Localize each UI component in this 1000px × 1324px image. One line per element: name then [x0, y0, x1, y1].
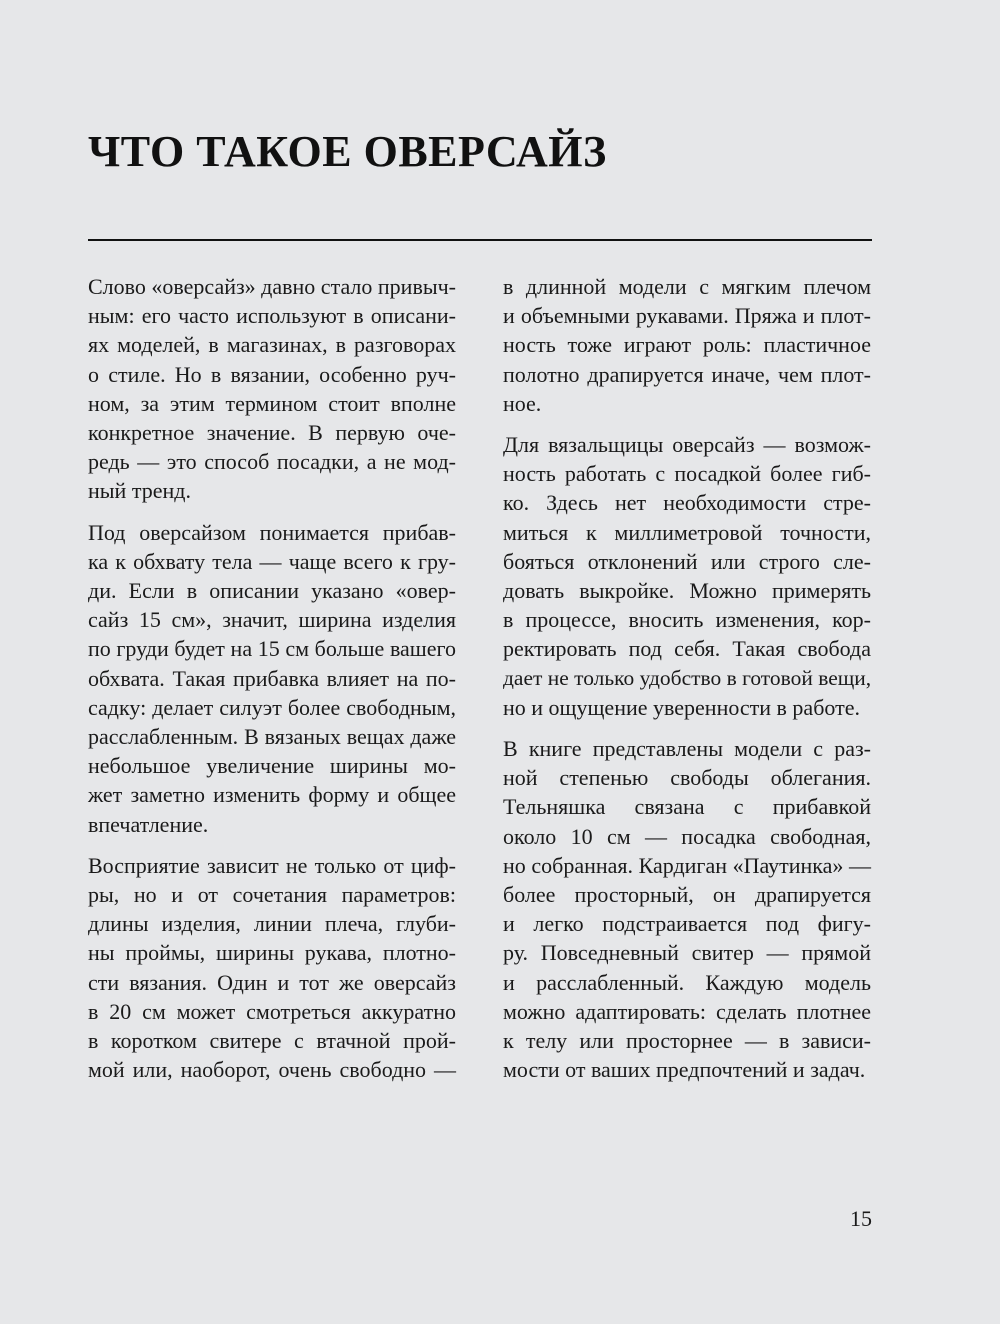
text-line: длины изделия, линии плеча, глуби- — [88, 911, 456, 937]
text-line: к телу или просторнее — в зависи- — [503, 1028, 871, 1054]
text-line: в коротком свитере с втачной прой- — [88, 1028, 456, 1054]
page-title: ЧТО ТАКОЕ ОВЕРСАЙЗ — [88, 127, 607, 176]
text-line: но и ощущение уверенности в работе. — [503, 694, 860, 720]
text-line: небольшое увеличение ширины мо- — [88, 753, 456, 779]
text-line: около 10 см — посадка свободная, — [503, 823, 871, 849]
text-line: сти вязания. Один и тот же оверсайз — [88, 969, 456, 995]
text-line: Под оверсайзом понимается прибав- — [88, 519, 456, 545]
text-line: и легко подстраивается под фигу- — [503, 911, 871, 937]
text-line: садку: делает силуэт более свободным, — [88, 694, 456, 720]
text-line: и объемными рукавами. Пряжа и плот- — [503, 303, 871, 329]
text-line: ректировать под себя. Такая свобода — [503, 636, 871, 662]
title-divider — [88, 239, 872, 241]
text-line: впечатление. — [88, 811, 209, 837]
text-line: обхвата. Такая прибавка влияет на по- — [88, 665, 456, 691]
text-line: ди. Если в описании указано «овер- — [88, 578, 456, 604]
text-line: ное. — [503, 390, 542, 416]
text-line: жет заметно изменить форму и общее — [88, 782, 456, 808]
text-line: Восприятие зависит не только от циф- — [88, 852, 456, 878]
left-column — [88, 272, 456, 1096]
text-line: ру. Повседневный свитер — прямой — [503, 940, 871, 966]
text-line: Тельняшка связана с прибавкой — [503, 794, 871, 820]
text-line: конкретное значение. В первую оче- — [88, 420, 456, 446]
text-line: ны проймы, ширины рукава, плотно- — [88, 940, 456, 966]
paragraph — [503, 272, 871, 418]
text-line: ях моделей, в магазинах, в разговорах — [88, 332, 456, 358]
text-line: по груди будет на 15 см больше вашего — [88, 636, 456, 662]
text-line: можно адаптировать: сделать плотнее — [503, 998, 871, 1024]
text-line: Для вязальщицы оверсайз — возмож- — [503, 432, 871, 458]
text-line: дает не только удобство в готовой вещи, — [503, 665, 872, 690]
text-line: в 20 см может смотреться аккуратно — [88, 998, 456, 1024]
paragraph — [503, 430, 871, 722]
text-line: ной степенью свободы облегания. — [503, 765, 871, 791]
right-column — [503, 272, 871, 1096]
text-line: и расслабленный. Каждую модель — [503, 969, 871, 995]
text-line: расслабленным. В вязаных вещах даже — [88, 724, 456, 750]
text-line: ным: его часто используют в описани- — [88, 303, 456, 329]
text-line: в процессе, вносить изменения, кор- — [503, 607, 871, 633]
paragraph — [503, 734, 871, 1084]
paragraph — [88, 851, 456, 1085]
text-line: ка к обхвату тела — чаще всего к гру- — [88, 548, 456, 574]
paragraph — [88, 272, 456, 506]
text-line: Слово «оверсайз» давно стало привыч- — [88, 274, 456, 299]
text-line: В книге представлены модели с раз- — [503, 736, 871, 762]
text-line: миться к миллиметровой точности, — [503, 519, 871, 545]
text-line: ный тренд. — [88, 478, 191, 504]
text-line: сайз 15 см», значит, ширина изделия — [88, 607, 456, 633]
text-line: ность работать с посадкой более гиб- — [503, 461, 871, 487]
text-line: ко. Здесь нет необходимости стре- — [503, 490, 871, 516]
page-number: 15 — [850, 1206, 872, 1231]
text-line: редь — это способ посадки, а не мод- — [88, 449, 456, 475]
text-line: ном, за этим термином стоит вполне — [88, 390, 456, 416]
text-line: более просторный, он драпируется — [503, 882, 871, 908]
text-line: в длинной модели с мягким плечом — [503, 274, 871, 299]
text-line: о стиле. Но в вязании, особенно руч- — [88, 361, 456, 387]
text-line: бояться отклонений или строго сле- — [503, 548, 871, 574]
text-line: мости от ваших предпочтений и задач. — [503, 1057, 866, 1083]
text-line: ность тоже играют роль: пластичное — [503, 332, 871, 358]
text-line: довать выкройке. Можно примерять — [503, 578, 871, 604]
text-line: ры, но и от сочетания параметров: — [88, 882, 456, 908]
text-line: но собранная. Кардиган «Паутинка» — — [503, 852, 871, 878]
paragraph — [88, 518, 456, 839]
text-line: полотно драпируется иначе, чем плот- — [503, 361, 871, 387]
text-line: мой или, наоборот, очень свободно — — [88, 1057, 456, 1083]
